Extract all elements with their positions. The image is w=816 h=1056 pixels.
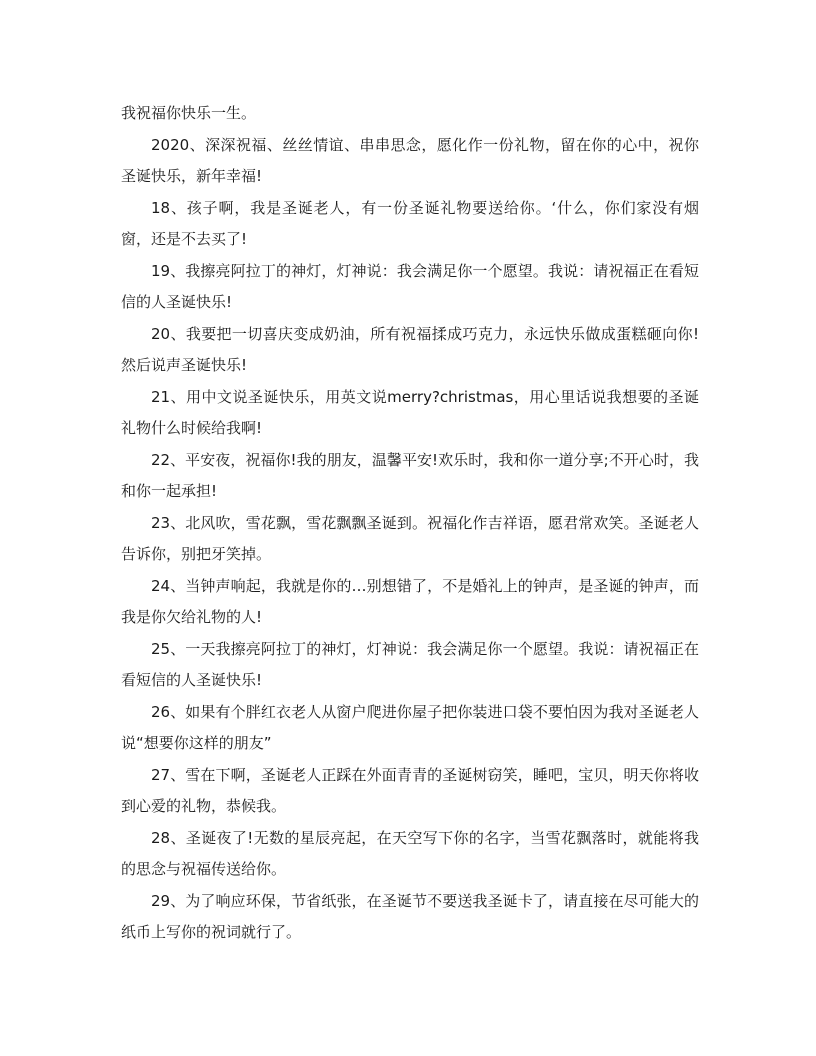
paragraph-28: 28、圣诞夜了!无数的星辰亮起，在天空写下你的名字，当雪花飘落时，就能将我的思念与祝福传送给你。 (121, 828, 699, 878)
document-body (121, 98, 699, 949)
paragraph-21: 21、用中文说圣诞快乐，用英文说merry?christmas，用心里话说我想要的圣诞礼物什么时候给我啊! (121, 387, 699, 437)
paragraph-25: 25、一天我擦亮阿拉丁的神灯，灯神说：我会满足你一个愿望。我说：请祝福正在看短信的人圣诞快乐! (121, 639, 699, 689)
paragraph-continuation: 我祝福你快乐一生。 (121, 104, 257, 122)
paragraph-26: 26、如果有个胖红衣老人从窗户爬进你屋子把你装进口袋不要怕因为我对圣诞老人说“想要你这样的朋友” (121, 702, 699, 752)
paragraph-23: 23、北风吹，雪花飘，雪花飘飘圣诞到。祝福化作吉祥语，愿君常欢笑。圣诞老人告诉你，别把牙笑掉。 (121, 513, 699, 563)
paragraph-2020: 2020、深深祝福、丝丝情谊、串串思念，愿化作一份礼物，留在你的心中，祝你圣诞快乐，新年幸福! (121, 135, 699, 185)
paragraph-18: 18、孩子啊，我是圣诞老人，有一份圣诞礼物要送给你。‘什么，你们家没有烟窗，还是不去买了! (121, 198, 699, 248)
paragraph-19: 19、我擦亮阿拉丁的神灯，灯神说：我会满足你一个愿望。我说：请祝福正在看短信的人圣诞快乐! (121, 261, 699, 311)
paragraph-29: 29、为了响应环保，节省纸张，在圣诞节不要送我圣诞卡了，请直接在尽可能大的纸币上写你的祝词就行了。 (121, 891, 699, 941)
paragraph-27: 27、雪在下啊，圣诞老人正踩在外面青青的圣诞树窃笑，睡吧，宝贝，明天你将收到心爱的礼物，恭候我。 (121, 765, 699, 815)
paragraph-24: 24、当钟声响起，我就是你的…别想错了，不是婚礼上的钟声，是圣诞的钟声，而我是你欠给礼物的人! (121, 576, 699, 626)
paragraph-20: 20、我要把一切喜庆变成奶油，所有祝福揉成巧克力，永远快乐做成蛋糕砸向你!然后说声圣诞快乐! (121, 324, 699, 374)
paragraph-22: 22、平安夜，祝福你!我的朋友，温馨平安!欢乐时，我和你一道分享;不开心时，我和你一起承担! (121, 450, 699, 500)
